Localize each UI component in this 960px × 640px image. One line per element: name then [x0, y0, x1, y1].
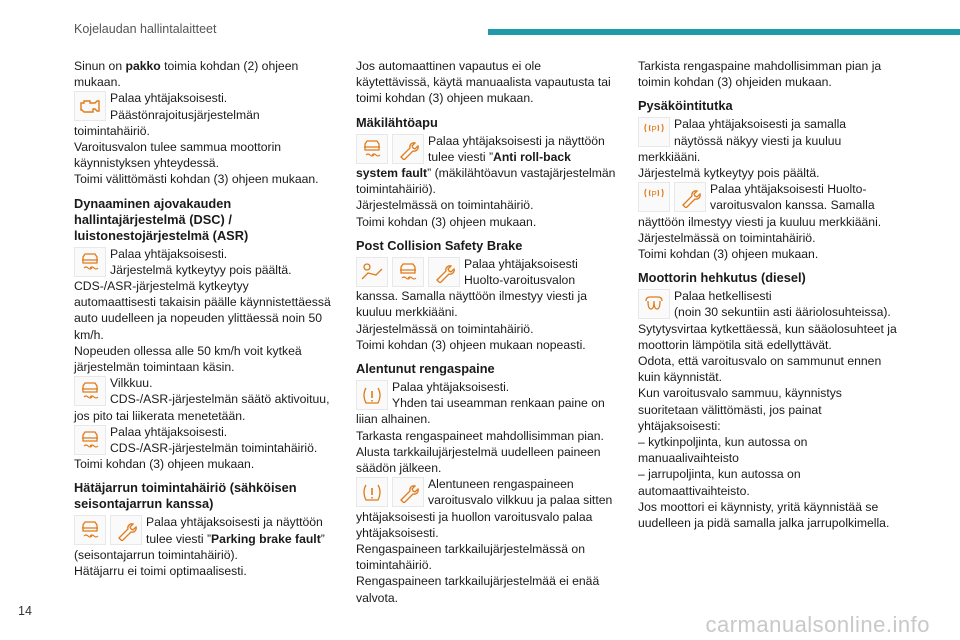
car-skid-icon: [392, 257, 424, 287]
wrench-icon: [428, 257, 460, 287]
paragraph: Tarkista rengaspaine mahdollisimman pian ja toimin kohdan (3) ohjeiden mukaan.: [638, 59, 882, 90]
column-3: [638, 58, 898, 531]
tyre-pressure-item: Palaa yhtäjaksoisesti. Yhden tai useamman renkaan paine on: [356, 379, 616, 411]
paragraph: toimintahäiriö. Varoitusvalon tulee sammua moottorin käynnistyksen yhteydessä. Toimi välittömästi kohdan (3) ohjeen mukaan.: [74, 123, 319, 187]
page-number: 14: [18, 604, 32, 618]
paragraph: jos pito tai liikerata menetetään.: [74, 408, 246, 423]
dsc-off-icon: [74, 247, 106, 277]
tyre-fault-item: Alentuneen rengaspaineen varoitusvalo vilkkuu ja palaa sitten: [356, 476, 616, 508]
paragraph: Järjestelmä kytkeytyy pois päältä.: [638, 166, 820, 181]
dsc-blink-item: Vilkkuu. CDS-/ASR-järjestelmän säätö aktivoituu,: [74, 375, 334, 407]
section-heading: Mäkilähtöapu: [356, 114, 438, 130]
section-heading: Dynaaminen ajovakauden hallintajärjestelmä (DSC) / luistonestojärjestelmä (ASR): [74, 195, 249, 243]
parking-sensor-off-icon: [638, 182, 670, 212]
header-accent-bar: [488, 29, 960, 35]
section-heading: Post Collision Safety Brake: [356, 237, 523, 253]
paragraph: yhtäjaksoisesti ja huollon varoitusvalo palaa yhtäjaksoisesti. Rengaspaineen tarkkailujärjestelmässä on toimintahäiriö. Rengaspaineen tarkkailujärjestelmää ei enää valvota.: [356, 509, 600, 605]
dsc-off-item: Palaa yhtäjaksoisesti. Järjestelmä kytkeytyy pois päältä.: [74, 246, 334, 278]
section-heading: Moottorin hehkutus (diesel): [638, 270, 806, 286]
wrench-icon: [392, 134, 424, 164]
hill-car-icon: [356, 134, 388, 164]
tyre-pressure-icon: [356, 380, 388, 410]
paragraph: Toimi kohdan (3) ohjeen mukaan.: [74, 457, 255, 472]
paragraph: Sytytysvirtaa kytkettäessä, kun sääolosuhteet ja moottorin lämpötila sitä edellyttävät. Odota, että varoitusvalo on sammunut ennen kuin käynnistät. Kun varoitusvalo sammuu, käynnistys suoritetaan välittömästi, jos painat yhtäjaksoisesti: – kytkinpoljinta, kun autossa on manuaalivaihteisto – jarrupoljinta, kun autossa on automaattivaihteisto. Jos moottori ei käynnisty, yritä käynnistää se uudelleen ja pidä samalla jalka jarrupolkimella.: [638, 321, 897, 531]
parking-sensor-fault-item: Palaa yhtäjaksoisesti Huolto-varoitusvalon kanssa. Samalla: [638, 181, 898, 213]
tyre-pressure-icon: [356, 477, 388, 507]
engine-warning-item: Palaa yhtäjaksoisesti. Päästönrajoitusjärjestelmän: [74, 90, 334, 122]
column-1: [74, 58, 334, 579]
section-heading: Alentunut rengaspaine: [356, 361, 495, 377]
parking-brake-item: Palaa yhtäjaksoisesti ja näyttöön tulee viesti ”Parking brake fault”: [74, 514, 334, 546]
engine-icon: [74, 91, 106, 121]
watermark: carmanualsonline.info: [705, 612, 930, 637]
collision-icon: [356, 257, 388, 287]
glow-plug-icon: [638, 289, 670, 319]
glow-plug-item: Palaa hetkellisesti (noin 30 sekuntiin asti ääriolosuhteissa).: [638, 288, 898, 320]
parking-sensor-item: Palaa yhtäjaksoisesti ja samalla näytössä näkyy viesti ja kuuluu merkkiääni.: [638, 117, 847, 164]
paragraph: liian alhainen. Tarkasta rengaspaineet mahdollisimman pian. Alusta tarkkailujärjestelmä uudelleen paineen säädön jälkeen.: [356, 412, 604, 476]
dsc-on-item: Palaa yhtäjaksoisesti. CDS-/ASR-järjestelmän toimintahäiriö.: [74, 424, 334, 456]
car-skid-icon: [74, 515, 106, 545]
section-heading: Pysäköintitutka: [638, 98, 733, 114]
paragraph: näyttöön ilmestyy viesti ja kuuluu merkkiääni. Järjestelmässä on toimintahäiriö. Toimi kohdan (3) ohjeen mukaan.: [638, 214, 882, 262]
page-header-title: Kojelaudan hallintalaitteet: [74, 22, 217, 36]
wrench-icon: [674, 182, 706, 212]
wrench-icon: [110, 515, 142, 545]
column-2: [356, 58, 616, 606]
paragraph: (seisontajarrun toimintahäiriö). Hätäjarru ei toimi optimaalisesti.: [74, 547, 247, 579]
hill-assist-item: Palaa yhtäjaksoisesti ja näyttöön tulee viesti ”Anti roll-back system fault” (mäkilähtöavun vastajärjestelmän toimintahäiriö). Järjestelmässä on toimintahäiriö. Toimi kohdan (3) ohjeen mukaan.: [356, 133, 616, 229]
paragraph: kanssa. Samalla näyttöön ilmestyy viesti ja kuuluu merkkiääni. Järjestelmässä on toimintahäiriö. Toimi kohdan (3) ohjeen mukaan nopeasti.: [356, 289, 587, 352]
section-heading: Hätäjarrun toimintahäiriö (sähköisen seisontajarrun kanssa): [74, 480, 297, 512]
parking-sensor-off-icon: [638, 117, 670, 147]
paragraph: Jos automaattinen vapautus ei ole käytettävissä, käytä manuaalista vapautusta tai toimi kohdan (3) ohjeen mukaan.: [356, 59, 611, 106]
paragraph: CDS-/ASR-järjestelmä kytkeytyy automaattisesti takaisin päälle käynnistettäessä auto uudelleen ja nopeuden ylittäessä noin 50 km/h. Nopeuden ollessa alle 50 km/h voit kytkeä järjestelmän toimintaan käsin.: [74, 279, 331, 375]
dsc-car-skid-icon: [74, 425, 106, 455]
pcsb-item: Palaa yhtäjaksoisesti Huolto-varoitusvalon: [356, 256, 616, 288]
paragraph: Sinun on pakko toimia kohdan (2) ohjeen mukaan.: [74, 59, 299, 90]
dsc-car-skid-icon: [74, 376, 106, 406]
wrench-icon: [392, 477, 424, 507]
